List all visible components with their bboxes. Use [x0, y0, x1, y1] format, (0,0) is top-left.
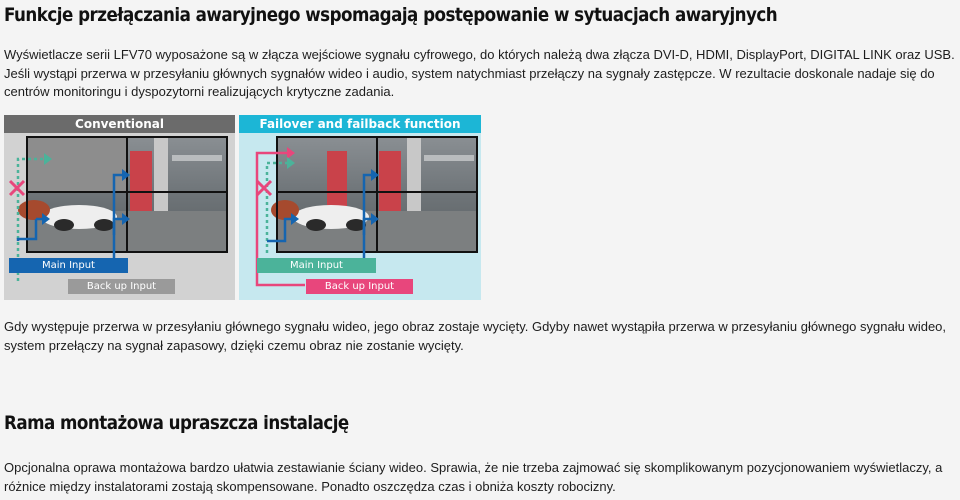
backup-input-label: Back up Input: [68, 279, 175, 294]
signal-fail-icon: [257, 181, 271, 195]
mounting-paragraph: Opcjonalna oprawa montażowa bardzo ułatwia zestawianie ściany wideo. Sprawia, że nie trzeba zajmować się skomplikowanym pozycjonowaniem wyświetlaczy, a różnice między instalatorami zostają skompensowane. Ponadto oszczędza czas i obniża koszty robocizny.: [4, 460, 943, 494]
cut-screen: [27, 137, 127, 192]
section-heading-failover: Funkcje przełączania awaryjnego wspomagają postępowanie w sytuacjach awaryjnych: [4, 4, 778, 26]
failover-title: Failover and failback function: [239, 115, 481, 133]
failover-diagram: [4, 115, 481, 300]
failover-panel: [239, 115, 481, 300]
main-input-label: Main Input: [257, 258, 376, 273]
section-heading-mounting: Rama montażowa upraszcza instalację: [4, 412, 349, 434]
conventional-panel: [4, 115, 235, 300]
conventional-title: Conventional: [4, 115, 235, 133]
backup-input-label: Back up Input: [306, 279, 413, 294]
figure-caption-paragraph: Gdy występuje przerwa w przesyłaniu głównego sygnału wideo, jego obraz zostaje wycięty. Gdyby nawet wystąpiła przerwa w przesyłaniu głównego sygnału wideo, system przełączy na sygnał zapasowy, dzięki czemu obraz nie zostanie wycięty.: [4, 319, 947, 353]
main-input-label: Main Input: [9, 258, 128, 273]
intro-paragraph: Wyświetlacze serii LFV70 wyposażone są w złącza wejściowe sygnału cyfrowego, do których należą dwa złącza DVI-D, HDMI, DisplayPort, DIGITAL LINK oraz USB. Jeśli wystąpi przerwa w przesyłaniu głównych sygnałów wideo i audio, system natychmiast przełączy na sygnały zastępcze. W rezultacie doskonale nadaje się do centrów monitoringu i dyspozytorni realizujących krytyczne zadania.: [4, 47, 955, 99]
